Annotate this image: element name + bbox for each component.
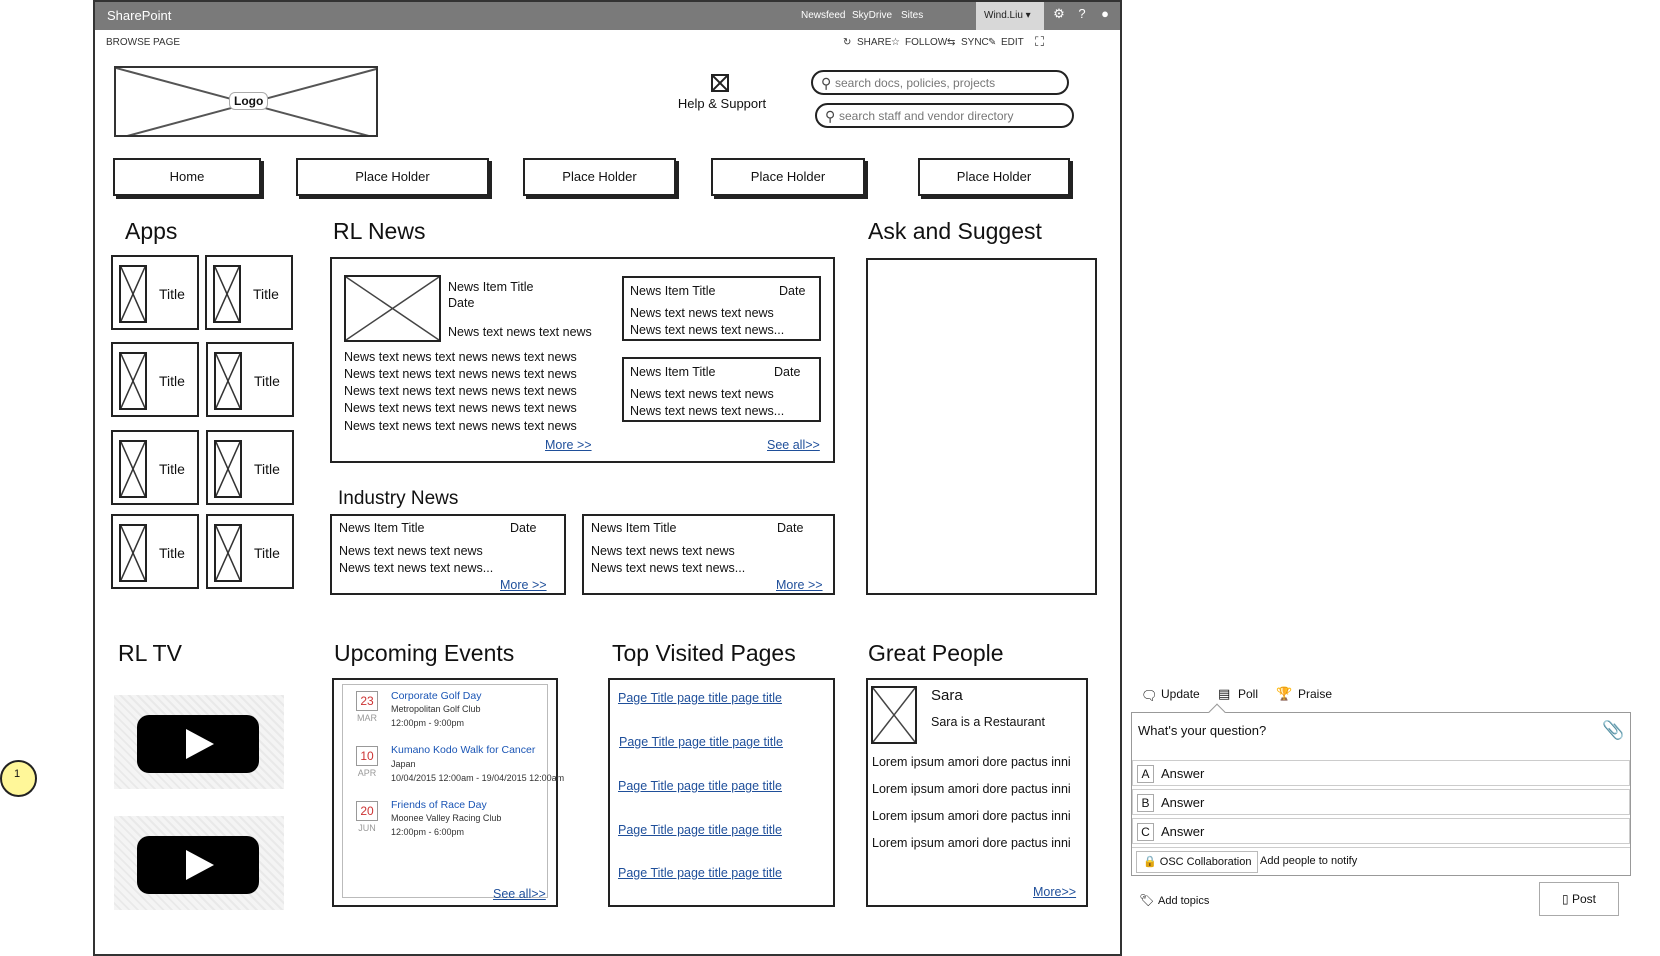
news-item-title: News Item Title bbox=[591, 521, 677, 535]
featured-news-body: News text news text news news text news bbox=[344, 367, 577, 381]
search-icon: ⚲ bbox=[821, 75, 832, 91]
app-tile-title: Title bbox=[253, 286, 279, 302]
staff-search-placeholder: search staff and vendor directory bbox=[839, 109, 1014, 123]
event-location: Metropolitan Golf Club bbox=[391, 704, 481, 714]
news-item-card[interactable] bbox=[622, 276, 821, 341]
poll-question-input[interactable]: What's your question? bbox=[1138, 723, 1267, 738]
top-page-link[interactable]: Page Title page title page title bbox=[618, 823, 783, 837]
event-location: Moonee Valley Racing Club bbox=[391, 813, 502, 823]
poll-icon: ▤ bbox=[1218, 686, 1231, 701]
featured-news-body: News text news text news news text news bbox=[344, 384, 577, 398]
event-day: 10 bbox=[356, 746, 378, 766]
image-placeholder-icon bbox=[119, 440, 147, 498]
app-tile[interactable] bbox=[206, 342, 294, 417]
person-bio-line: Lorem ipsum amori dore pactus inni bbox=[872, 836, 1071, 850]
app-tile[interactable] bbox=[205, 255, 293, 330]
news-item-text: News text news text news bbox=[591, 544, 735, 558]
event-day: 20 bbox=[356, 801, 378, 821]
app-tile[interactable] bbox=[111, 430, 199, 505]
docs-search-placeholder: search docs, policies, projects bbox=[835, 76, 996, 90]
news-item-text: News text news text news... bbox=[339, 561, 494, 575]
answer-key: A bbox=[1137, 765, 1154, 783]
play-icon[interactable] bbox=[137, 715, 259, 773]
top-page-link[interactable]: Page Title page title page title bbox=[618, 691, 783, 705]
event-month: MAR bbox=[357, 713, 377, 723]
answer-input[interactable]: Answer bbox=[1161, 795, 1205, 810]
ribbon bbox=[95, 30, 1120, 54]
featured-news-body: News text news text news news text news bbox=[344, 419, 577, 433]
calendar-icon bbox=[356, 801, 378, 833]
image-placeholder-icon bbox=[214, 524, 242, 582]
news-item-text: News text news text news... bbox=[630, 323, 785, 337]
help-support-icon[interactable] bbox=[711, 74, 729, 92]
industry-more-link[interactable]: More >> bbox=[776, 578, 823, 592]
trophy-icon: 🏆 bbox=[1276, 686, 1293, 701]
star-icon[interactable]: ☆ bbox=[891, 37, 900, 48]
event-time: 12:00pm - 6:00pm bbox=[391, 827, 465, 837]
ask-suggest-heading: Ask and Suggest bbox=[868, 218, 1042, 244]
calendar-icon bbox=[356, 746, 378, 778]
apps-heading: Apps bbox=[125, 218, 178, 244]
featured-news-more-link[interactable]: More >> bbox=[545, 438, 592, 452]
app-tile[interactable] bbox=[206, 514, 294, 589]
event-time: 10/04/2015 12:00am - 19/04/2015 12:00am bbox=[391, 773, 565, 783]
edit-button[interactable]: EDIT bbox=[1001, 37, 1024, 48]
poll-answer-row[interactable] bbox=[1132, 789, 1630, 815]
poll-tab[interactable]: Poll bbox=[1238, 687, 1259, 701]
avatar[interactable]: ● bbox=[1101, 6, 1109, 21]
industry-news-card[interactable] bbox=[582, 514, 835, 595]
top-page-link[interactable]: Page Title page title page title bbox=[619, 735, 784, 749]
image-placeholder-icon bbox=[119, 524, 147, 582]
upcoming-events-heading: Upcoming Events bbox=[334, 640, 515, 666]
tag-icon: 🏷 bbox=[1139, 893, 1155, 907]
rl-news-see-all-link[interactable]: See all>> bbox=[767, 438, 820, 452]
focus-icon[interactable]: ⛶ bbox=[1035, 34, 1045, 49]
sites-link[interactable]: Sites bbox=[901, 10, 924, 21]
app-tile-title: Title bbox=[159, 373, 185, 389]
poll-answer-row[interactable] bbox=[1132, 760, 1630, 786]
skydrive-link[interactable]: SkyDrive bbox=[852, 10, 893, 21]
person-bio-line: Lorem ipsum amori dore pactus inni bbox=[872, 782, 1071, 796]
app-tile-title: Title bbox=[254, 545, 280, 561]
featured-news-body: News text news text news news text news bbox=[344, 401, 577, 415]
app-tile-title: Title bbox=[159, 286, 185, 302]
news-item-date: Date bbox=[779, 284, 806, 298]
nav-placeholder-3[interactable]: Place Holder bbox=[711, 158, 865, 196]
post-button[interactable] bbox=[1539, 882, 1619, 916]
speech-bubble-icon: 🗨 bbox=[1141, 688, 1158, 703]
browse-tab[interactable]: BROWSE bbox=[106, 37, 151, 48]
app-tile[interactable] bbox=[111, 342, 199, 417]
nav-placeholder-1[interactable]: Place Holder bbox=[296, 158, 489, 196]
praise-tab[interactable]: Praise bbox=[1298, 687, 1333, 701]
post-button-label: Post bbox=[1571, 892, 1596, 906]
news-item-text: News text news text news bbox=[630, 306, 774, 320]
app-tile[interactable] bbox=[206, 430, 294, 505]
rl-news-heading: RL News bbox=[333, 218, 426, 244]
industry-news-heading: Industry News bbox=[338, 488, 459, 509]
suite-bar bbox=[95, 2, 1120, 30]
app-tile-title: Title bbox=[159, 461, 185, 477]
nav-placeholder-2[interactable]: Place Holder bbox=[523, 158, 676, 196]
group-name: OSC Collaboration bbox=[1159, 856, 1252, 868]
top-page-link[interactable]: Page Title page title page title bbox=[618, 779, 783, 793]
lock-icon: 🔒 bbox=[1143, 856, 1157, 868]
docs-search-input[interactable] bbox=[811, 70, 1069, 95]
events-see-all-link[interactable]: See all>> bbox=[493, 887, 546, 901]
site-logo[interactable] bbox=[114, 66, 378, 137]
brand-label[interactable]: SharePoint bbox=[107, 8, 172, 23]
industry-more-link[interactable]: More >> bbox=[500, 578, 547, 592]
paperclip-icon[interactable]: 📎 bbox=[1602, 720, 1625, 740]
event-location: Japan bbox=[391, 759, 416, 769]
event-title-link[interactable]: Corporate Golf Day bbox=[391, 690, 482, 702]
great-people-more-link[interactable]: More>> bbox=[1033, 885, 1077, 899]
nav-placeholder-4[interactable]: Place Holder bbox=[918, 158, 1070, 196]
news-item-text: News text news text news... bbox=[591, 561, 746, 575]
poll-audience-row bbox=[1132, 847, 1630, 875]
featured-news-date: Date bbox=[448, 296, 475, 310]
person-photo-placeholder-icon[interactable] bbox=[871, 686, 917, 744]
poll-answer-row[interactable] bbox=[1132, 818, 1630, 844]
notify-people-input[interactable]: Add people to notify bbox=[1260, 855, 1358, 867]
play-icon[interactable] bbox=[137, 836, 259, 894]
image-placeholder-icon bbox=[214, 352, 242, 410]
news-item-title: News Item Title bbox=[630, 284, 716, 298]
calendar-icon bbox=[356, 691, 378, 723]
event-time: 12:00pm - 9:00pm bbox=[391, 718, 465, 728]
news-item-date: Date bbox=[777, 521, 804, 535]
news-item-text: News text news text news bbox=[630, 387, 774, 401]
video-thumbnail[interactable] bbox=[114, 816, 284, 910]
share-icon[interactable]: ↻ bbox=[843, 37, 852, 48]
help-support-link[interactable]: Help & Support bbox=[677, 96, 767, 111]
event-title-link[interactable]: Friends of Race Day bbox=[391, 799, 487, 811]
person-bio-line: Lorem ipsum amori dore pactus inni bbox=[872, 755, 1071, 769]
person-name[interactable]: Sara bbox=[931, 687, 963, 704]
app-tile[interactable] bbox=[111, 255, 199, 330]
sync-button[interactable]: SYNC bbox=[961, 37, 989, 48]
app-tile-title: Title bbox=[254, 461, 280, 477]
image-placeholder-icon bbox=[119, 265, 147, 323]
news-item-date: Date bbox=[774, 365, 801, 379]
great-people-heading: Great People bbox=[868, 640, 1004, 666]
search-icon: ⚲ bbox=[825, 108, 836, 124]
featured-news-body: News text news text news news text news bbox=[344, 350, 577, 364]
news-item-text: News text news text news... bbox=[630, 404, 785, 418]
news-item-title: News Item Title bbox=[339, 521, 425, 535]
event-month: JUN bbox=[358, 823, 376, 833]
logo-label: Logo bbox=[229, 92, 268, 110]
document-icon: ▯ bbox=[1562, 892, 1569, 906]
answer-input[interactable]: Answer bbox=[1161, 824, 1205, 839]
industry-news-card[interactable] bbox=[330, 514, 566, 595]
group-picker[interactable] bbox=[1136, 851, 1258, 873]
image-placeholder-icon bbox=[213, 265, 241, 323]
ask-suggest-panel[interactable] bbox=[866, 258, 1097, 595]
person-description: Sara is a Restaurant bbox=[931, 715, 1045, 729]
answer-input[interactable]: Answer bbox=[1161, 766, 1205, 781]
news-item-date: Date bbox=[510, 521, 537, 535]
app-tile-title: Title bbox=[159, 545, 185, 561]
event-title-link[interactable]: Kumano Kodo Walk for Cancer bbox=[391, 744, 536, 756]
rl-tv-heading: RL TV bbox=[118, 640, 182, 666]
add-topics-link[interactable]: Add topics bbox=[1158, 895, 1210, 907]
app-tile[interactable] bbox=[111, 514, 199, 589]
follow-button[interactable]: FOLLOW bbox=[905, 37, 948, 48]
answer-key: B bbox=[1137, 794, 1154, 812]
gear-icon[interactable]: ⚙ bbox=[1053, 6, 1065, 21]
featured-news-title[interactable]: News Item Title bbox=[448, 280, 534, 294]
news-item-text: News text news text news bbox=[339, 544, 483, 558]
annotation-marker[interactable]: 1 bbox=[0, 760, 37, 797]
featured-news-lead: News text news text news bbox=[448, 325, 592, 339]
staff-search-input[interactable] bbox=[815, 103, 1074, 128]
share-button[interactable]: SHARE bbox=[857, 37, 892, 48]
image-placeholder-icon bbox=[119, 352, 147, 410]
image-placeholder-icon bbox=[214, 440, 242, 498]
sync-icon[interactable]: ⇆ bbox=[947, 37, 956, 48]
page-tab[interactable]: PAGE bbox=[153, 37, 181, 48]
news-item-card[interactable] bbox=[622, 357, 821, 422]
news-item-title: News Item Title bbox=[630, 365, 716, 379]
help-icon[interactable]: ? bbox=[1078, 6, 1086, 21]
answer-key: C bbox=[1137, 823, 1154, 841]
top-visited-heading: Top Visited Pages bbox=[612, 640, 796, 666]
news-image-placeholder-icon[interactable] bbox=[344, 275, 441, 342]
top-page-link[interactable]: Page Title page title page title bbox=[618, 866, 783, 880]
event-day: 23 bbox=[356, 691, 378, 711]
event-month: APR bbox=[357, 768, 377, 778]
app-tile-title: Title bbox=[254, 373, 280, 389]
video-thumbnail[interactable] bbox=[114, 695, 284, 789]
pencil-icon[interactable]: ✎ bbox=[988, 37, 997, 48]
nav-home[interactable]: Home bbox=[113, 158, 261, 196]
update-tab[interactable]: Update bbox=[1161, 687, 1200, 701]
person-bio-line: Lorem ipsum amori dore pactus inni bbox=[872, 809, 1071, 823]
user-menu[interactable]: Wind.Liu ▾ bbox=[976, 2, 1044, 30]
newsfeed-link[interactable]: Newsfeed bbox=[801, 10, 846, 21]
